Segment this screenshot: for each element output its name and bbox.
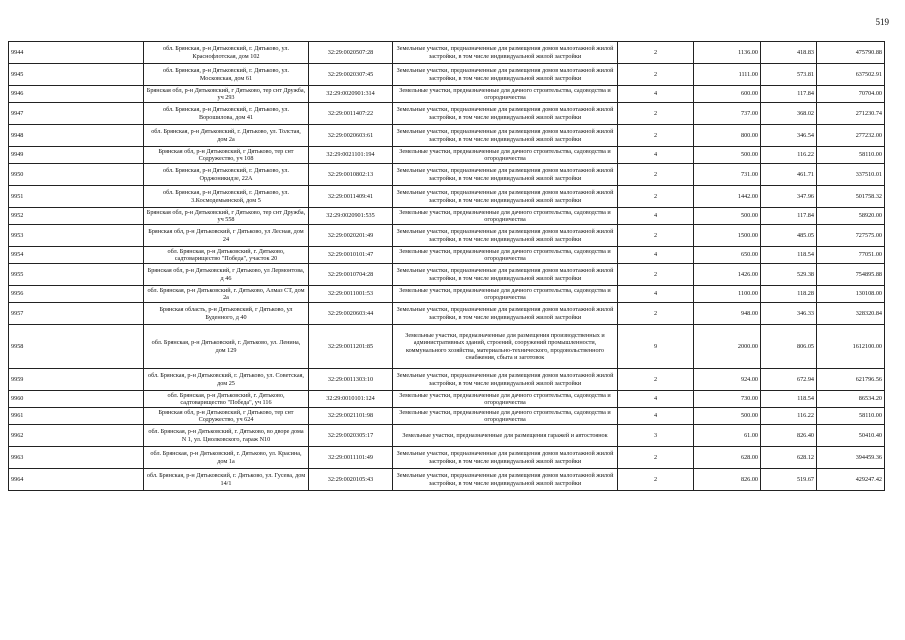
permitted-use-cell: Земельные участки, предназначенные для размещения домов малоэтажной жилой застройки, в том числе индивидуальной жилой застройки xyxy=(393,469,618,491)
category-cell: 2 xyxy=(618,469,694,491)
category-cell: 4 xyxy=(618,408,694,425)
cadastral-number-cell: 32:29:0021101:194 xyxy=(309,147,393,164)
table-row xyxy=(9,303,885,325)
address-cell: обл. Брянская, р-н Дятьковский, г. Дятьково, Алмаз СТ, дом 2а xyxy=(144,286,309,303)
cadastral-value-cell: 621796.56 xyxy=(817,369,885,391)
specific-value-cell: 346.54 xyxy=(761,125,817,147)
cadastral-value-cell: 277232.00 xyxy=(817,125,885,147)
table-row xyxy=(9,469,885,491)
address-cell: обл. Брянская, р-н Дятьковский, г. Дятьково, ул. Советская, дом 25 xyxy=(144,369,309,391)
area-cell: 600.00 xyxy=(694,86,761,103)
permitted-use-cell: Земельные участки, предназначенные для размещения домов малоэтажной жилой застройки, в том числе индивидуальной жилой застройки xyxy=(393,264,618,286)
registry-number-cell: 9952 xyxy=(9,208,144,225)
cadastral-number-cell: 32:29:0020105:43 xyxy=(309,469,393,491)
cadastral-value-cell: 1612100.00 xyxy=(817,325,885,369)
table-row xyxy=(9,147,885,164)
table-row xyxy=(9,164,885,186)
cadastral-value-cell: 501758.32 xyxy=(817,186,885,208)
address-cell: обл. Брянская, р-н Дятьковский, г. Дятьково, ул. Московская, дом 61 xyxy=(144,64,309,86)
specific-value-cell: 346.33 xyxy=(761,303,817,325)
cadastral-number-cell: 32:29:0011407:22 xyxy=(309,103,393,125)
registry-number-cell: 9961 xyxy=(9,408,144,425)
category-cell: 2 xyxy=(618,64,694,86)
cadastral-value-cell: 58110.00 xyxy=(817,147,885,164)
table-row xyxy=(9,64,885,86)
area-cell: 1426.00 xyxy=(694,264,761,286)
specific-value-cell: 118.54 xyxy=(761,391,817,408)
registry-number-cell: 9954 xyxy=(9,247,144,264)
address-cell: Брянская обл, р-н Дятьковский, г Дятьково, тер снт Содружество, уч 108 xyxy=(144,147,309,164)
permitted-use-cell: Земельные участки, предназначенные для размещения домов малоэтажной жилой застройки, в том числе индивидуальной жилой застройки xyxy=(393,225,618,247)
registry-number-cell: 9944 xyxy=(9,42,144,64)
cadastral-value-cell: 130108.00 xyxy=(817,286,885,303)
table-row xyxy=(9,186,885,208)
address-cell: обл. Брянская, р-н Дятьковский, г. Дятьково, ул. Гусева, дом 14/1 xyxy=(144,469,309,491)
registry-number-cell: 9955 xyxy=(9,264,144,286)
permitted-use-cell: Земельные участки, предназначенные для дачного строительства, садоводства и огородничества xyxy=(393,408,618,425)
area-cell: 61.00 xyxy=(694,425,761,447)
registry-number-cell: 9960 xyxy=(9,391,144,408)
registry-number-cell: 9950 xyxy=(9,164,144,186)
specific-value-cell: 485.05 xyxy=(761,225,817,247)
address-cell: Брянская обл, р-н Дятьковский, г Дятьково, тер снт Дружба, уч 558 xyxy=(144,208,309,225)
registry-number-cell: 9964 xyxy=(9,469,144,491)
permitted-use-cell: Земельные участки, предназначенные для размещения домов малоэтажной жилой застройки, в том числе индивидуальной жилой застройки xyxy=(393,125,618,147)
address-cell: Брянская обл, р-н Дятьковский, г Дятьково, ул Лесная, дом 24 xyxy=(144,225,309,247)
address-cell: обл. Брянская, р-н Дятьковский, г. Дятьково, садтоварищество "Победа", уч 116 xyxy=(144,391,309,408)
cadastral-number-cell: 32:29:0020901:314 xyxy=(309,86,393,103)
area-cell: 1136.00 xyxy=(694,42,761,64)
page-number: 519 xyxy=(875,17,889,27)
registry-number-cell: 9963 xyxy=(9,447,144,469)
specific-value-cell: 519.67 xyxy=(761,469,817,491)
specific-value-cell: 573.81 xyxy=(761,64,817,86)
specific-value-cell: 628.12 xyxy=(761,447,817,469)
cadastral-value-cell: 394459.36 xyxy=(817,447,885,469)
cadastral-value-cell: 328320.84 xyxy=(817,303,885,325)
category-cell: 9 xyxy=(618,325,694,369)
cadastral-number-cell: 32:29:0020305:17 xyxy=(309,425,393,447)
table-row xyxy=(9,369,885,391)
specific-value-cell: 826.40 xyxy=(761,425,817,447)
address-cell: обл. Брянская, р-н Дятьковский, г. Дятьково, ул. Ленина, дом 129 xyxy=(144,325,309,369)
area-cell: 1442.00 xyxy=(694,186,761,208)
permitted-use-cell: Земельные участки, предназначенные для дачного строительства, садоводства и огородничества xyxy=(393,391,618,408)
address-cell: обл. Брянская, р-н Дятьковский, г. Дятьково, ул. Краснофлотская, дом 102 xyxy=(144,42,309,64)
category-cell: 2 xyxy=(618,303,694,325)
cadastral-number-cell: 32:29:0010101:47 xyxy=(309,247,393,264)
registry-number-cell: 9945 xyxy=(9,64,144,86)
registry-number-cell: 9947 xyxy=(9,103,144,125)
area-cell: 730.00 xyxy=(694,391,761,408)
permitted-use-cell: Земельные участки, предназначенные для размещения домов малоэтажной жилой застройки, в том числе индивидуальной жилой застройки xyxy=(393,103,618,125)
category-cell: 4 xyxy=(618,247,694,264)
area-cell: 826.00 xyxy=(694,469,761,491)
address-cell: обл. Брянская, р-н Дятьковский, г. Дятьково, ул. Ворошилова, дом 41 xyxy=(144,103,309,125)
table-row xyxy=(9,447,885,469)
specific-value-cell: 117.84 xyxy=(761,86,817,103)
permitted-use-cell: Земельные участки, предназначенные для дачного строительства, садоводства и огородничества xyxy=(393,247,618,264)
cadastral-value-cell: 86534.20 xyxy=(817,391,885,408)
area-cell: 650.00 xyxy=(694,247,761,264)
category-cell: 2 xyxy=(618,369,694,391)
permitted-use-cell: Земельные участки, предназначенные для размещения домов малоэтажной жилой застройки, в том числе индивидуальной жилой застройки xyxy=(393,186,618,208)
cadastral-value-cell: 475790.88 xyxy=(817,42,885,64)
category-cell: 2 xyxy=(618,447,694,469)
area-cell: 924.00 xyxy=(694,369,761,391)
table-row xyxy=(9,86,885,103)
registry-number-cell: 9959 xyxy=(9,369,144,391)
cadastral-value-cell: 754895.88 xyxy=(817,264,885,286)
cadastral-value-cell: 70704.00 xyxy=(817,86,885,103)
area-cell: 2000.00 xyxy=(694,325,761,369)
category-cell: 2 xyxy=(618,42,694,64)
permitted-use-cell: Земельные участки, предназначенные для размещения домов малоэтажной жилой застройки, в том числе индивидуальной жилой застройки xyxy=(393,303,618,325)
area-cell: 1100.00 xyxy=(694,286,761,303)
specific-value-cell: 529.38 xyxy=(761,264,817,286)
registry-number-cell: 9958 xyxy=(9,325,144,369)
table-row xyxy=(9,225,885,247)
permitted-use-cell: Земельные участки, предназначенные для размещения домов малоэтажной жилой застройки, в том числе индивидуальной жилой застройки xyxy=(393,369,618,391)
cadastral-number-cell: 32:29:0020201:49 xyxy=(309,225,393,247)
area-cell: 800.00 xyxy=(694,125,761,147)
cadastral-number-cell: 32:29:0020901:535 xyxy=(309,208,393,225)
specific-value-cell: 806.05 xyxy=(761,325,817,369)
cadastral-value-cell: 77051.00 xyxy=(817,247,885,264)
table-row xyxy=(9,425,885,447)
area-cell: 737.00 xyxy=(694,103,761,125)
cadastral-value-cell: 337510.01 xyxy=(817,164,885,186)
category-cell: 2 xyxy=(618,164,694,186)
specific-value-cell: 118.28 xyxy=(761,286,817,303)
address-cell: обл. Брянская, р-н Дятьковский, г. Дятьково, ул. Толстая, дом 2а xyxy=(144,125,309,147)
cadastral-value-cell: 271230.74 xyxy=(817,103,885,125)
permitted-use-cell: Земельные участки, предназначенные для размещения гаражей и автостоянок xyxy=(393,425,618,447)
cadastral-number-cell: 32:29:0011409:41 xyxy=(309,186,393,208)
table-row xyxy=(9,325,885,369)
specific-value-cell: 461.71 xyxy=(761,164,817,186)
address-cell: обл. Брянская, р-н Дятьковский, г. Дятьково, ул. Орджоникидзе, 22А xyxy=(144,164,309,186)
category-cell: 4 xyxy=(618,286,694,303)
cadastral-number-cell: 32:29:0021101:98 xyxy=(309,408,393,425)
cadastral-value-cell: 58110.00 xyxy=(817,408,885,425)
cadastral-value-cell: 50410.40 xyxy=(817,425,885,447)
registry-number-cell: 9948 xyxy=(9,125,144,147)
category-cell: 4 xyxy=(618,147,694,164)
permitted-use-cell: Земельные участки, предназначенные для размещения домов малоэтажной жилой застройки, в том числе индивидуальной жилой застройки xyxy=(393,164,618,186)
cadastral-number-cell: 32:29:0010802:13 xyxy=(309,164,393,186)
registry-number-cell: 9962 xyxy=(9,425,144,447)
area-cell: 500.00 xyxy=(694,147,761,164)
land-registry-table xyxy=(8,41,885,491)
table-row xyxy=(9,247,885,264)
registry-number-cell: 9951 xyxy=(9,186,144,208)
table-row xyxy=(9,264,885,286)
area-cell: 948.00 xyxy=(694,303,761,325)
specific-value-cell: 347.96 xyxy=(761,186,817,208)
permitted-use-cell: Земельные участки, предназначенные для дачного строительства, садоводства и огородничества xyxy=(393,286,618,303)
table-body xyxy=(9,42,885,491)
address-cell: Брянская обл, р-н Дятьковский, г Дятьково, тер снт Содружество, уч 624 xyxy=(144,408,309,425)
table-row xyxy=(9,208,885,225)
registry-number-cell: 9946 xyxy=(9,86,144,103)
cadastral-number-cell: 32:29:0011101:49 xyxy=(309,447,393,469)
cadastral-number-cell: 32:29:0020307:45 xyxy=(309,64,393,86)
area-cell: 500.00 xyxy=(694,408,761,425)
cadastral-number-cell: 32:29:0010704:28 xyxy=(309,264,393,286)
area-cell: 628.00 xyxy=(694,447,761,469)
registry-number-cell: 9957 xyxy=(9,303,144,325)
permitted-use-cell: Земельные участки, предназначенные для дачного строительства, садоводства и огородничества xyxy=(393,208,618,225)
permitted-use-cell: Земельные участки, предназначенные для размещения домов малоэтажной жилой застройки, в том числе индивидуальной жилой застройки xyxy=(393,447,618,469)
cadastral-number-cell: 32:29:0011001:53 xyxy=(309,286,393,303)
category-cell: 2 xyxy=(618,103,694,125)
address-cell: Брянская обл, р-н Дятьковский, г Дятьково, тер снт Дружба, уч 293 xyxy=(144,86,309,103)
table-row xyxy=(9,408,885,425)
category-cell: 2 xyxy=(618,186,694,208)
category-cell: 4 xyxy=(618,208,694,225)
category-cell: 2 xyxy=(618,225,694,247)
cadastral-value-cell: 727575.00 xyxy=(817,225,885,247)
table-row xyxy=(9,103,885,125)
cadastral-number-cell: 32:29:0010101:124 xyxy=(309,391,393,408)
area-cell: 500.00 xyxy=(694,208,761,225)
category-cell: 3 xyxy=(618,425,694,447)
cadastral-number-cell: 32:29:0011201:85 xyxy=(309,325,393,369)
area-cell: 731.00 xyxy=(694,164,761,186)
address-cell: Брянская область, р-н Дятьковский, г Дятьково, ул Буденного, д 40 xyxy=(144,303,309,325)
table-row xyxy=(9,391,885,408)
permitted-use-cell: Земельные участки, предназначенные для дачного строительства, садоводства и огородничества xyxy=(393,147,618,164)
table-row xyxy=(9,286,885,303)
permitted-use-cell: Земельные участки, предназначенные для дачного строительства, садоводства и огородничества xyxy=(393,86,618,103)
specific-value-cell: 117.84 xyxy=(761,208,817,225)
table-row xyxy=(9,125,885,147)
cadastral-value-cell: 58920.00 xyxy=(817,208,885,225)
cadastral-number-cell: 32:29:0020507:28 xyxy=(309,42,393,64)
category-cell: 2 xyxy=(618,125,694,147)
permitted-use-cell: Земельные участки, предназначенные для размещения производственных и административных зданий, строений, сооружений промышленности, коммунального хозяйства, материально-технического, продовольственного снабжения, сбыта и заготовок xyxy=(393,325,618,369)
area-cell: 1500.00 xyxy=(694,225,761,247)
specific-value-cell: 368.02 xyxy=(761,103,817,125)
table-row xyxy=(9,42,885,64)
cadastral-number-cell: 32:29:0011303:10 xyxy=(309,369,393,391)
address-cell: обл. Брянская, р-н Дятьковский, г. Дятьково, ул. 3.Космодемьянской, дом 5 xyxy=(144,186,309,208)
specific-value-cell: 116.22 xyxy=(761,408,817,425)
cadastral-value-cell: 637502.91 xyxy=(817,64,885,86)
registry-number-cell: 9953 xyxy=(9,225,144,247)
specific-value-cell: 418.83 xyxy=(761,42,817,64)
registry-number-cell: 9956 xyxy=(9,286,144,303)
specific-value-cell: 118.54 xyxy=(761,247,817,264)
address-cell: обл. Брянская, р-н Дятьковский, г. Дятьково, во дворе дома N 1, ул. Циолковского, гараж N10 xyxy=(144,425,309,447)
category-cell: 2 xyxy=(618,264,694,286)
address-cell: обл. Брянская, р-н Дятьковский, г. Дятьково, ул. Красина, дом 1а xyxy=(144,447,309,469)
specific-value-cell: 116.22 xyxy=(761,147,817,164)
registry-number-cell: 9949 xyxy=(9,147,144,164)
cadastral-number-cell: 32:29:0020603:61 xyxy=(309,125,393,147)
cadastral-value-cell: 429247.42 xyxy=(817,469,885,491)
specific-value-cell: 672.94 xyxy=(761,369,817,391)
category-cell: 4 xyxy=(618,86,694,103)
category-cell: 4 xyxy=(618,391,694,408)
area-cell: 1111.00 xyxy=(694,64,761,86)
address-cell: Брянская обл, р-н Дятьковский, г Дятьково, ул Лермонтова, д 46 xyxy=(144,264,309,286)
permitted-use-cell: Земельные участки, предназначенные для размещения домов малоэтажной жилой застройки, в том числе индивидуальной жилой застройки xyxy=(393,64,618,86)
cadastral-number-cell: 32:29:0020603:44 xyxy=(309,303,393,325)
address-cell: обл. Брянская, р-н Дятьковский, г. Дятьково, садтоварищество "Победа", участок 20 xyxy=(144,247,309,264)
permitted-use-cell: Земельные участки, предназначенные для размещения домов малоэтажной жилой застройки, в том числе индивидуальной жилой застройки xyxy=(393,42,618,64)
